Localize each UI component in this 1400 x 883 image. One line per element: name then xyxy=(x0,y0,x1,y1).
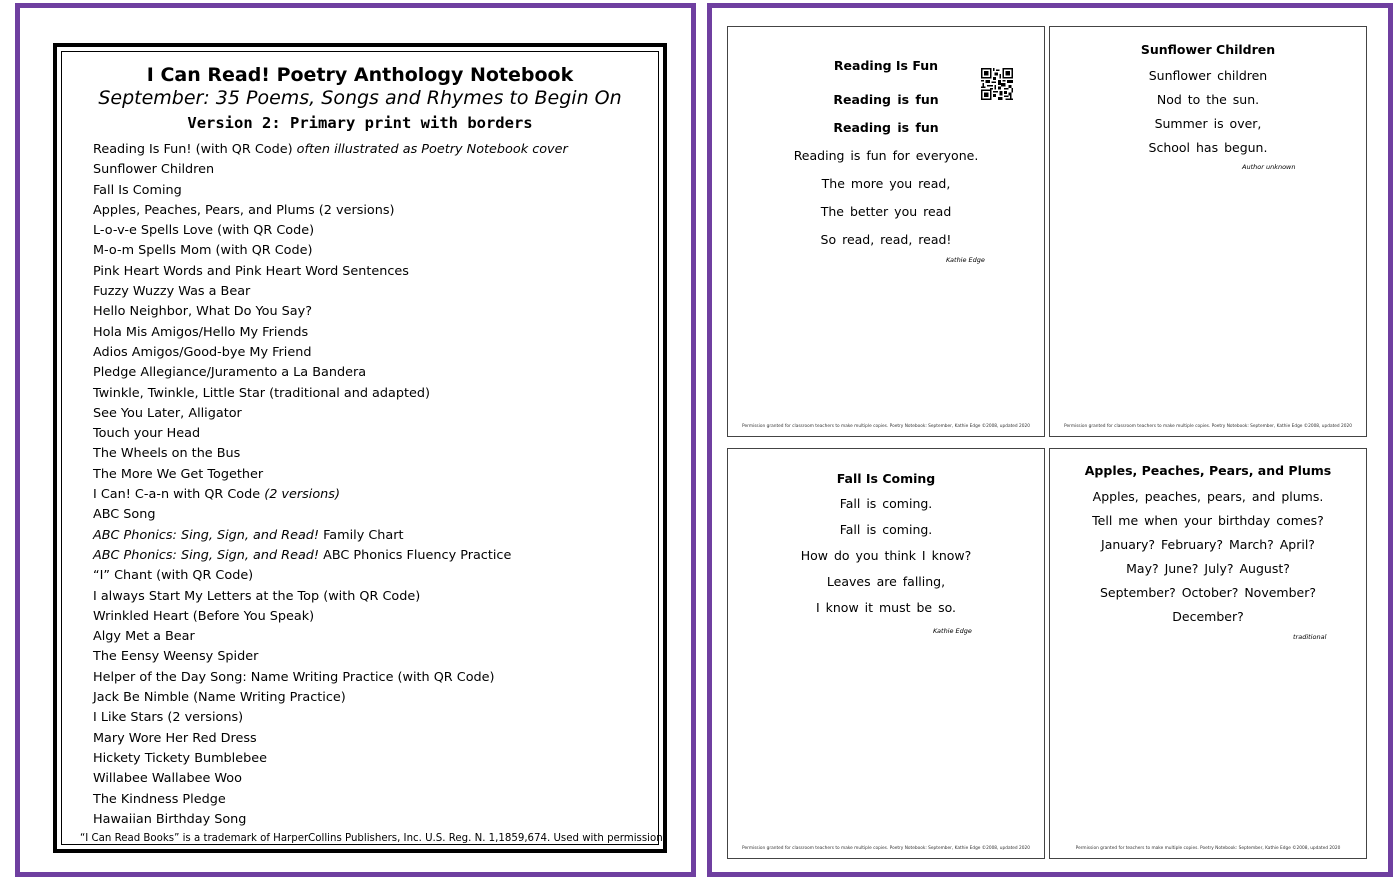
toc-item-text: The Eensy Weensy Spider xyxy=(93,649,259,665)
toc-item xyxy=(93,404,568,424)
poem-title: Apples, Peaches, Pears, and Plums xyxy=(1084,463,1332,478)
toc-item-text: Pledge Allegiance/Juramento a La Bandera xyxy=(93,365,367,381)
poem-pages-panel xyxy=(707,3,1393,877)
toc-item-text: M-o-m Spells Mom (with QR Code) xyxy=(93,243,313,259)
toc-item xyxy=(93,546,568,566)
toc-item-text: Hickety Tickety Bumblebee xyxy=(93,750,267,766)
toc-item-text: Apples, Peaches, Pears, and Plums (2 versions) xyxy=(93,202,395,218)
toc-subtitle: September: 35 Poems, Songs and Rhymes to Begin On xyxy=(98,87,622,109)
poem-lines xyxy=(1050,489,1366,633)
toc-item xyxy=(93,607,568,627)
toc-footer: “I Can Read Books” is a trademark of HarperCollins Publishers, Inc. U.S. Reg. N. 1,1859,674. Used with permission. xyxy=(80,833,666,844)
toc-item-text: L-o-v-e Spells Love (with QR Code) xyxy=(93,223,315,239)
poem-line: So read, read, read! xyxy=(820,232,952,247)
toc-item xyxy=(93,424,568,444)
toc-item-text: Hawaiian Birthday Song xyxy=(93,811,247,827)
poem-line: I know it must be so. xyxy=(815,600,956,615)
toc-item xyxy=(93,708,568,728)
toc-item-note: (2 versions) xyxy=(264,487,340,503)
toc-item xyxy=(93,343,568,363)
toc-item xyxy=(93,221,568,241)
toc-page xyxy=(61,51,666,845)
toc-item-text: Algy Met a Bear xyxy=(93,629,195,645)
toc-item-text: Sunflower Children xyxy=(93,162,215,178)
toc-item-text: Family Chart xyxy=(319,527,404,543)
poem-card-reading-is-fun xyxy=(727,26,1045,437)
poem-card-fall-is-coming xyxy=(727,448,1045,859)
card-footer: Permission granted for classroom teachers to make multiple copies. Poetry Notebook: September, Kathie Edge ©2008, updated 2020 xyxy=(742,424,1030,429)
toc-item xyxy=(93,627,568,647)
toc-item-text: I Can! C-a-n with QR Code xyxy=(93,487,265,503)
poem-line: How do you think I know? xyxy=(800,548,972,563)
poem-line: The better you read xyxy=(820,204,952,219)
toc-item-text: “I” Chant (with QR Code) xyxy=(93,568,254,584)
toc-item-text: Adios Amigos/Good-bye My Friend xyxy=(93,344,312,360)
toc-item-text: I Like Stars (2 versions) xyxy=(93,710,244,726)
poem-card-apples-peaches xyxy=(1049,448,1367,859)
poem-line: Nod to the sun. xyxy=(1156,92,1260,107)
toc-list xyxy=(93,140,568,830)
toc-item xyxy=(93,384,568,404)
toc-item-book-title: ABC Phonics: Sing, Sign, and Read! xyxy=(93,527,320,543)
poem-line: January? February? March? April? xyxy=(1101,537,1315,552)
qr-code-icon xyxy=(981,68,1013,100)
card-footer: Permission granted for teachers to make multiple copies. Poetry Notebook: September, Kathie Edge ©2008, updated 2020 xyxy=(1075,846,1341,851)
toc-item-text: The Kindness Pledge xyxy=(93,791,226,807)
toc-item-text: ABC Phonics Fluency Practice xyxy=(319,547,512,563)
toc-item xyxy=(93,302,568,322)
poem-line: Reading is fun for everyone. xyxy=(793,148,979,163)
toc-item-note: often illustrated as Poetry Notebook cover xyxy=(296,142,568,157)
toc-item xyxy=(93,505,568,525)
toc-item xyxy=(93,729,568,749)
poem-line: Fall is coming. xyxy=(839,496,933,511)
poem-title: Sunflower Children xyxy=(1140,42,1276,57)
toc-item-text: Hola Mis Amigos/Hello My Friends xyxy=(93,324,309,340)
poem-line: School has begun. xyxy=(1148,140,1268,155)
toc-item xyxy=(93,485,568,505)
poem-line: Tell me when your birthday comes? xyxy=(1092,513,1324,528)
toc-item xyxy=(93,587,568,607)
card-footer: Permission granted for classroom teachers to make multiple copies. Poetry Notebook: September, Kathie Edge ©2008, updated 2020 xyxy=(1064,424,1352,429)
toc-item xyxy=(93,647,568,667)
toc-item-text: Touch your Head xyxy=(93,426,201,442)
toc-version: Version 2: Primary print with borders xyxy=(187,114,533,132)
poem-line: May? June? July? August? xyxy=(1126,561,1290,576)
toc-item xyxy=(93,282,568,302)
poem-line: December? xyxy=(1172,609,1244,624)
poem-card-sunflower-children xyxy=(1049,26,1367,437)
poem-line: Leaves are falling, xyxy=(826,574,946,589)
toc-item xyxy=(93,566,568,586)
toc-item xyxy=(93,140,568,160)
toc-item-text: The More We Get Together xyxy=(93,466,264,482)
toc-item xyxy=(93,790,568,810)
toc-item xyxy=(93,688,568,708)
poem-title: Reading Is Fun xyxy=(833,58,939,73)
poem-author: Kathie Edge xyxy=(946,256,985,264)
poem-line: The more you read, xyxy=(821,176,951,191)
toc-item-text: I always Start My Letters at the Top (with QR Code) xyxy=(93,588,421,604)
toc-item-text: Twinkle, Twinkle, Little Star (traditional and adapted) xyxy=(93,385,430,401)
poem-author: Author unknown xyxy=(1242,163,1296,171)
poem-title: Fall Is Coming xyxy=(836,471,936,486)
toc-item-text: See You Later, Alligator xyxy=(93,405,242,421)
poem-author: Kathie Edge xyxy=(933,627,972,635)
poem-line: Reading is fun xyxy=(833,92,939,107)
toc-item-text: ABC Song xyxy=(93,507,156,523)
toc-item-text: Wrinkled Heart (Before You Speak) xyxy=(93,608,315,624)
poem-lines xyxy=(1050,68,1366,164)
poem-author: traditional xyxy=(1293,633,1327,641)
toc-item-text: Pink Heart Words and Pink Heart Word Sentences xyxy=(93,263,409,279)
toc-item-text: Hello Neighbor, What Do You Say? xyxy=(93,304,312,320)
poem-line: Reading is fun xyxy=(833,120,939,135)
toc-item xyxy=(93,749,568,769)
toc-item xyxy=(93,262,568,282)
toc-page-panel xyxy=(15,3,696,877)
toc-item-book-title: ABC Phonics: Sing, Sign, and Read! xyxy=(93,547,320,563)
toc-page-border xyxy=(53,43,667,853)
toc-item xyxy=(93,241,568,261)
poem-line: Summer is over, xyxy=(1154,116,1262,131)
toc-item xyxy=(93,465,568,485)
card-footer: Permission granted for classroom teachers to make multiple copies. Poetry Notebook: September, Kathie Edge ©2008, updated 2020 xyxy=(742,846,1030,851)
toc-item xyxy=(93,769,568,789)
toc-item-text: Willabee Wallabee Woo xyxy=(93,771,242,787)
toc-item xyxy=(93,526,568,546)
toc-item xyxy=(93,444,568,464)
toc-item xyxy=(93,810,568,830)
toc-item-text: Fuzzy Wuzzy Was a Bear xyxy=(93,284,251,300)
toc-item-text: Mary Wore Her Red Dress xyxy=(93,730,257,746)
toc-item-text: The Wheels on the Bus xyxy=(93,446,241,462)
toc-item xyxy=(93,160,568,180)
toc-item xyxy=(93,201,568,221)
toc-item-text: Helper of the Day Song: Name Writing Practice (with QR Code) xyxy=(93,669,495,685)
poem-line: Fall is coming. xyxy=(839,522,933,537)
poem-line: Sunflower children xyxy=(1148,68,1268,83)
toc-item xyxy=(93,181,568,201)
toc-item xyxy=(93,363,568,383)
poem-line: Apples, peaches, pears, and plums. xyxy=(1092,489,1324,504)
toc-item xyxy=(93,323,568,343)
toc-item-text: Fall Is Coming xyxy=(93,182,182,198)
toc-item-text: Reading Is Fun! (with QR Code) xyxy=(93,142,297,157)
poem-line: September? October? November? xyxy=(1100,585,1316,600)
poem-lines xyxy=(728,92,1044,260)
toc-title: I Can Read! Poetry Anthology Notebook xyxy=(146,64,574,86)
toc-item xyxy=(93,668,568,688)
poem-lines xyxy=(728,496,1044,626)
toc-item-text: Jack Be Nimble (Name Writing Practice) xyxy=(93,690,346,706)
